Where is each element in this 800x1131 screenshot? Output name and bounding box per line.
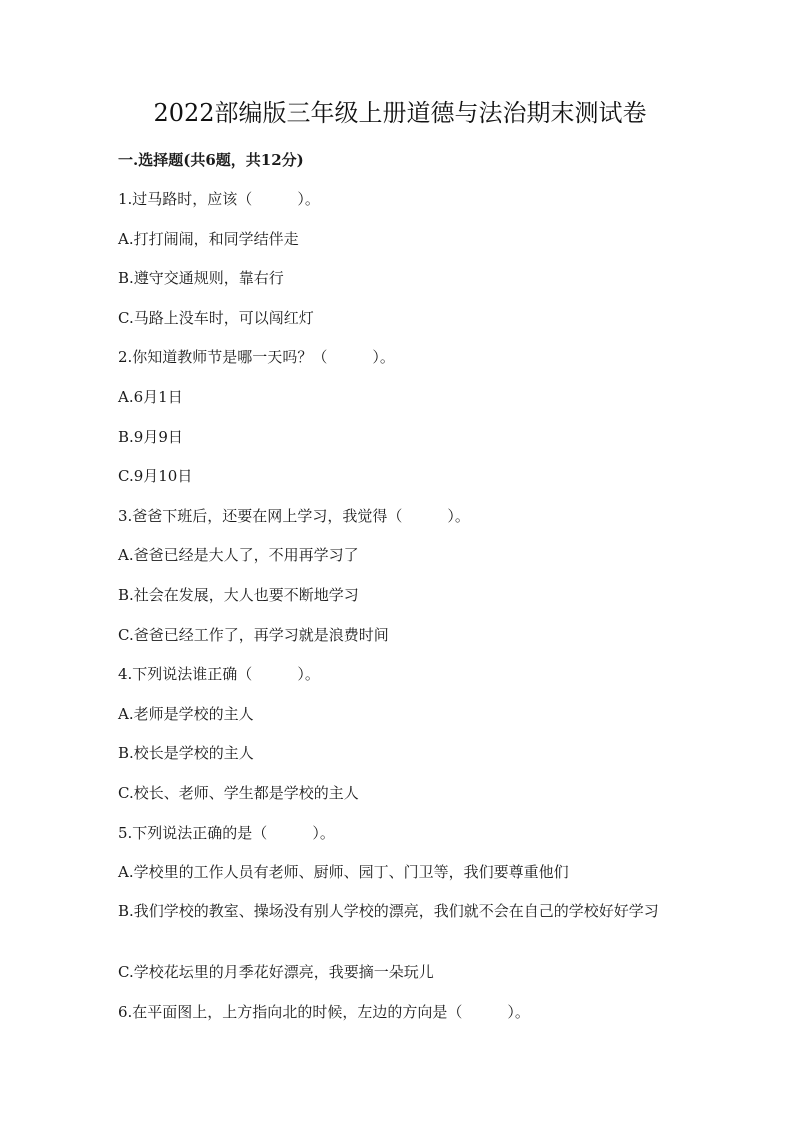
question-2-option-c: C.9月10日	[118, 467, 193, 485]
question-2-option-a: A.6月1日	[118, 388, 183, 406]
question-3-stem: 3.爸爸下班后，还要在网上学习，我觉得（ ）。	[118, 507, 470, 525]
question-1-stem: 1.过马路时，应该（ ）。	[118, 190, 320, 208]
question-4-option-c: C.校长、老师、学生都是学校的主人	[118, 784, 359, 802]
question-3-option-c: C.爸爸已经工作了，再学习就是浪费时间	[118, 626, 389, 644]
question-6-stem: 6.在平面图上，上方指向北的时候，左边的方向是（ ）。	[118, 1003, 530, 1021]
question-4-stem: 4.下列说法谁正确（ ）。	[118, 665, 320, 683]
question-2-option-b: B.9月9日	[118, 428, 183, 446]
question-1-option-c: C.马路上没车时，可以闯红灯	[118, 309, 314, 327]
question-4-option-b: B.校长是学校的主人	[118, 744, 254, 762]
question-1-option-b: B.遵守交通规则，靠右行	[118, 269, 284, 287]
question-5-option-c: C.学校花坛里的月季花好漂亮，我要摘一朵玩儿	[118, 963, 434, 981]
question-5-stem: 5.下列说法正确的是（ ）。	[118, 824, 335, 842]
question-5-option-b: B.我们学校的教室、操场没有别人学校的漂亮，我们就不会在自己的学校好好学习	[118, 902, 659, 920]
question-4-option-a: A.老师是学校的主人	[118, 705, 254, 723]
page-title: 2022部编版三年级上册道德与法治期末测试卷	[153, 99, 647, 127]
question-3-option-b: B.社会在发展，大人也要不断地学习	[118, 586, 359, 604]
section-heading: 一.选择题(共6题，共12分)	[118, 151, 304, 169]
question-5-option-a: A.学校里的工作人员有老师、厨师、园丁、门卫等，我们要尊重他们	[118, 863, 569, 881]
question-1-option-a: A.打打闹闹，和同学结伴走	[118, 230, 299, 248]
question-2-stem: 2.你知道教师节是哪一天吗？（ ）。	[118, 348, 395, 366]
question-3-option-a: A.爸爸已经是大人了，不用再学习了	[118, 546, 359, 564]
